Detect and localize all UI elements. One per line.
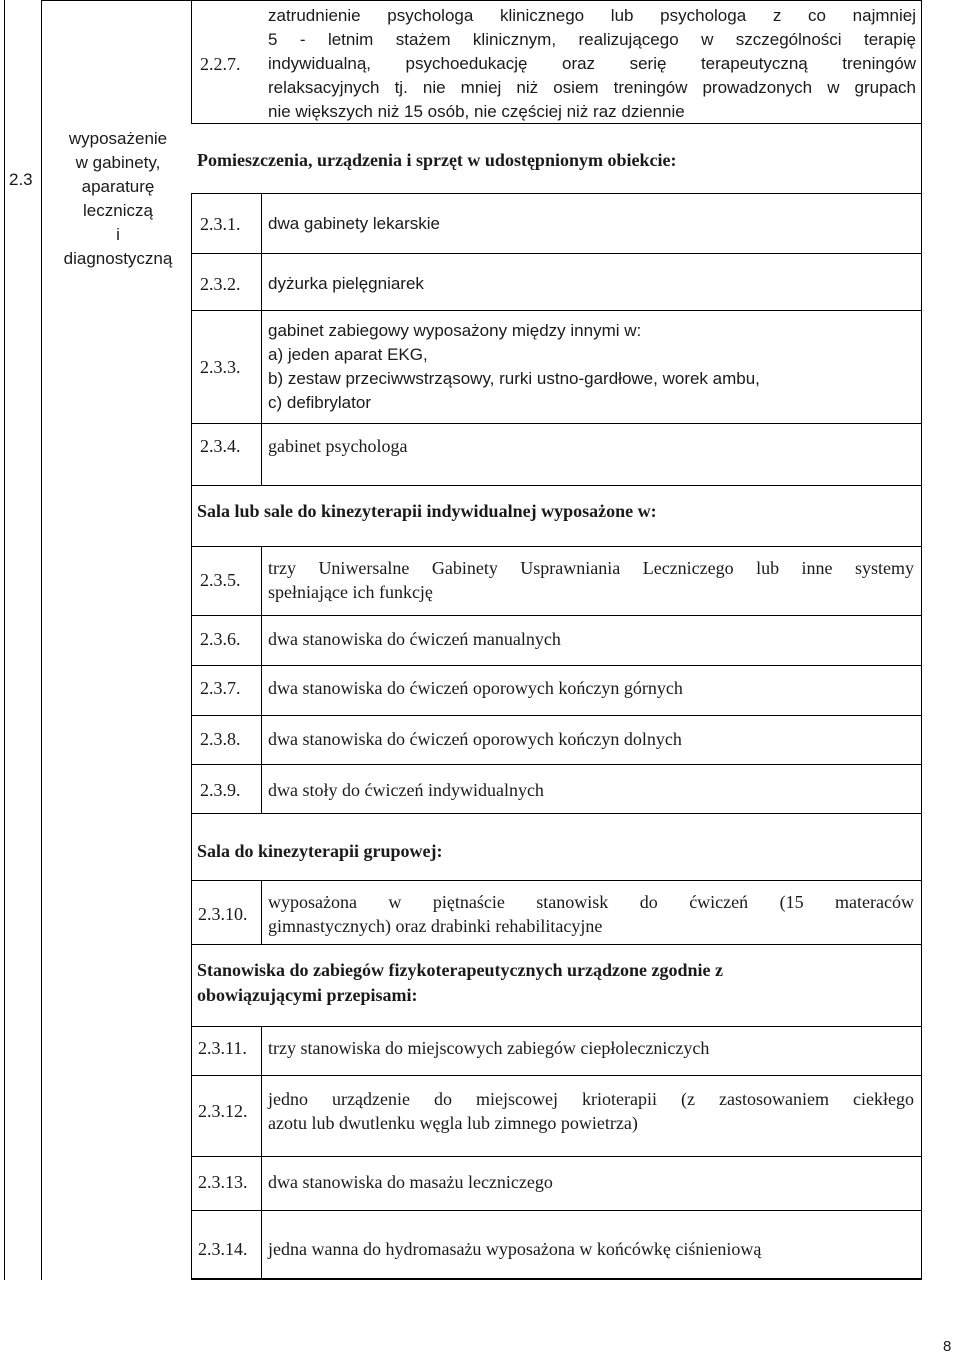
item-number-239: 2.3.9. <box>200 780 241 800</box>
row-line <box>191 813 922 814</box>
row-line <box>191 1156 922 1157</box>
heading-stanowiska-cont: obowiązującymi przepisami: <box>197 985 418 1005</box>
text-line: nie większych niż 15 osób, nie częściej niż raz dziennie <box>268 102 685 121</box>
item-number-2313: 2.3.13. <box>198 1172 248 1192</box>
item-text-237: dwa stanowiska do ćwiczeń oporowych kończyn górnych <box>268 678 683 698</box>
item-text-236: dwa stanowiska do ćwiczeń manualnych <box>268 629 561 649</box>
category-line: diagnostyczną <box>63 249 173 268</box>
item-text-2313: dwa stanowiska do masażu leczniczego <box>268 1172 553 1192</box>
row-line <box>191 253 922 254</box>
row-line <box>191 546 922 547</box>
text-line: b) zestaw przeciwwstrząsowy, rurki ustno-gardłowe, worek ambu, <box>268 369 760 388</box>
category-line: aparaturę <box>81 177 155 196</box>
item-number-2312: 2.3.12. <box>198 1101 248 1121</box>
item-number-2310: 2.3.10. <box>198 904 248 924</box>
item-text-235 <box>268 556 914 604</box>
text-line: relaksacyjnych tj. nie mniej niż osiem treningów prowadzonych w grupach <box>268 78 916 97</box>
item-number-2314: 2.3.14. <box>198 1239 248 1259</box>
row-line <box>191 615 922 616</box>
item-number-236: 2.3.6. <box>200 629 241 649</box>
table-border-left <box>4 0 5 1280</box>
item-text-2314: jedna wanna do hydromasażu wyposażona w końcówkę ciśnieniową <box>268 1239 762 1259</box>
item-number-232: 2.3.2. <box>200 274 241 294</box>
table-border-col2 <box>191 0 192 124</box>
text-line: c) defibrylator <box>268 393 371 412</box>
row-line <box>191 423 922 424</box>
item-number-235: 2.3.5. <box>200 570 241 590</box>
row-line <box>191 310 922 311</box>
heading-sala-grupowa: Sala do kinezyterapii grupowej: <box>197 841 443 861</box>
item-number-231: 2.3.1. <box>200 214 241 234</box>
row-line <box>191 1075 922 1076</box>
text-line: trzy Uniwersalne Gabinety Usprawniania Leczniczego lub inne systemy <box>268 558 914 578</box>
category-line: i <box>116 225 120 244</box>
page-number: 8 <box>943 1338 952 1355</box>
heading-pomieszczenia: Pomieszczenia, urządzenia i sprzęt w udostępnionym obiekcie: <box>197 150 677 170</box>
item-number-234: 2.3.4. <box>200 436 241 456</box>
item-number-233: 2.3.3. <box>200 357 241 377</box>
items-box-number-column-4 <box>261 1026 262 1280</box>
text-line: gimnastycznych) oraz drabinki rehabilitacyjne <box>268 916 603 936</box>
text-line: azotu lub dwutlenku węgla lub zimnego powietrza) <box>268 1113 638 1133</box>
item-text-239: dwa stoły do ćwiczeń indywidualnych <box>268 780 544 800</box>
item-number-237: 2.3.7. <box>200 678 241 698</box>
table-border-top <box>41 0 922 1</box>
items-box-number-column-2 <box>261 546 262 813</box>
row-line <box>191 1026 922 1027</box>
text-line: 5 - letnim stażem klinicznym, realizującego w szczególności terapię <box>268 30 916 49</box>
item-text-227 <box>268 4 916 124</box>
item-number-2311: 2.3.11. <box>198 1038 247 1058</box>
item-text-2311: trzy stanowiska do miejscowych zabiegów ciepłoleczniczych <box>268 1038 710 1058</box>
row-line <box>191 1210 922 1211</box>
row-line <box>191 715 922 716</box>
table-border-col1 <box>41 0 42 1280</box>
row-line <box>191 764 922 765</box>
items-box-number-column-3 <box>261 880 262 944</box>
item-number-227: 2.2.7. <box>200 54 241 74</box>
item-text-232: dyżurka pielęgniarek <box>268 274 424 293</box>
row-line <box>191 880 922 881</box>
heading-stanowiska: Stanowiska do zabiegów fizykoterapeutycznych urządzone zgodnie z <box>197 960 723 980</box>
text-line: spełniające ich funkcję <box>268 582 433 602</box>
category-line: leczniczą <box>83 201 153 220</box>
item-text-2310 <box>268 890 914 938</box>
category-line: wyposażenie <box>68 129 168 148</box>
section-number: 2.3 <box>9 170 33 189</box>
row-line <box>191 665 922 666</box>
heading-sala-indywidualna: Sala lub sale do kinezyterapii indywidualnej wyposażone w: <box>197 501 657 521</box>
text-line: wyposażona w piętnaście stanowisk do ćwiczeń (15 materaców <box>268 892 914 912</box>
row-line <box>191 944 922 945</box>
section-category <box>44 127 192 271</box>
item-text-233 <box>268 319 760 415</box>
item-text-231: dwa gabinety lekarskie <box>268 214 440 233</box>
text-line: jedno urządzenie do miejscowej krioterapii (z zastosowaniem ciekłego <box>268 1089 914 1109</box>
items-box-number-column <box>261 193 262 485</box>
text-line: a) jeden aparat EKG, <box>268 345 428 364</box>
item-text-2312 <box>268 1087 914 1135</box>
text-line: gabinet zabiegowy wyposażony między innymi w: <box>268 321 642 340</box>
text-line: indywidualną, psychoedukację oraz serię terapeutyczną treningów <box>268 54 916 73</box>
item-number-238: 2.3.8. <box>200 729 241 749</box>
item-text-238: dwa stanowiska do ćwiczeń oporowych kończyn dolnych <box>268 729 682 749</box>
item-text-234: gabinet psychologa <box>268 436 408 456</box>
text-line: zatrudnienie psychologa klinicznego lub psychologa z co najmniej <box>268 6 916 25</box>
category-line: w gabinety, <box>75 153 161 172</box>
row-line <box>191 485 922 486</box>
